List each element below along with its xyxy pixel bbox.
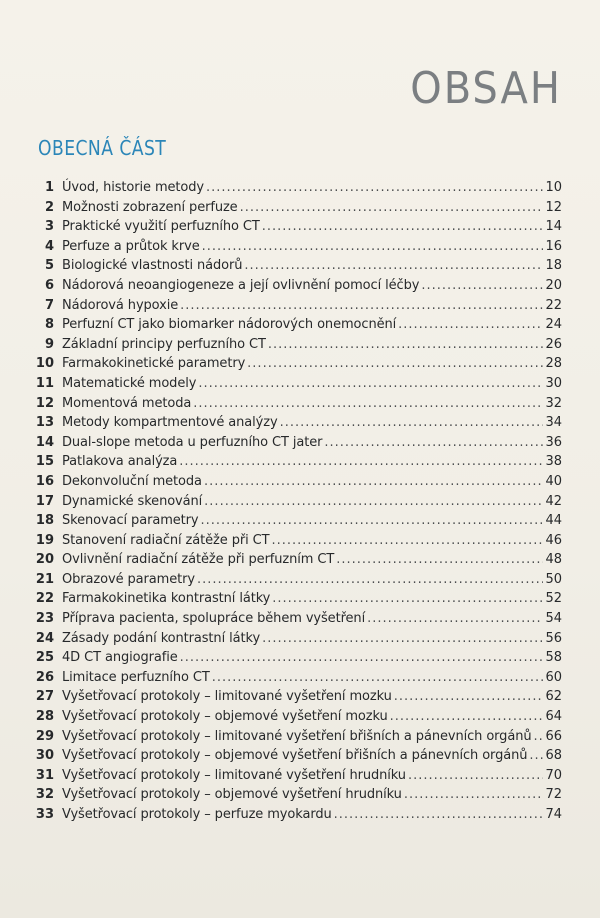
toc-entry-title: Vyšetřovací protokoly – objemové vyšetření břišních a pánevních orgánů: [62, 748, 528, 764]
dot-leader: [367, 609, 543, 629]
toc-entry-page: 12: [545, 199, 562, 215]
dot-leader: [204, 472, 544, 492]
toc-entry: [28, 805, 562, 825]
toc-entry-number: 24: [35, 630, 54, 646]
toc-entry-title: Obrazové parametry: [62, 571, 195, 587]
toc-entry: [28, 198, 562, 218]
toc-entry-number: 2: [44, 199, 54, 215]
toc-entry-page: 74: [545, 807, 562, 822]
toc-entry-number: 29: [35, 728, 54, 744]
toc-entry-page: 42: [545, 493, 562, 509]
dot-leader: [201, 511, 544, 531]
toc-entry-number: 25: [35, 650, 54, 666]
toc-entry-number: 5: [44, 258, 54, 274]
toc-entry-page: 10: [545, 180, 562, 195]
toc-entry-page: 22: [545, 297, 562, 313]
toc-entry-number: 32: [35, 787, 54, 803]
dot-leader: [204, 492, 543, 512]
toc-entry-title: Úvod, historie metody: [62, 180, 204, 195]
toc-entry-number: 13: [35, 415, 54, 431]
toc-entry-page: 16: [545, 238, 562, 254]
toc-entry-number: 20: [35, 552, 54, 568]
page-heading: OBSAH: [410, 64, 562, 114]
toc-entry: [28, 452, 562, 472]
toc-entry-page: 48: [545, 552, 562, 568]
toc-entry-page: 14: [545, 219, 562, 235]
dot-leader: [272, 589, 543, 609]
toc-entry: [28, 472, 562, 492]
dot-leader: [404, 785, 544, 805]
toc-entry: [28, 707, 562, 727]
toc-entry-title: Biologické vlastnosti nádorů: [62, 258, 243, 274]
toc-entry-number: 18: [35, 513, 54, 529]
toc-entry-title: Patlakova analýza: [62, 454, 178, 470]
toc-entry-title: Vyšetřovací protokoly – objemové vyšetření hrudníku: [62, 787, 402, 803]
toc-entry-title: Farmakokinetika kontrastní látky: [62, 591, 271, 607]
toc-entry-page: 28: [545, 356, 562, 372]
dot-leader: [240, 198, 544, 218]
toc-entry: [28, 609, 562, 629]
toc-entry: [28, 394, 562, 414]
toc-entry-title: Zásady podání kontrastní látky: [62, 630, 261, 646]
dot-leader: [180, 296, 543, 316]
toc-entry-page: 68: [545, 748, 562, 764]
toc-entry-page: 56: [545, 630, 562, 646]
toc-entry-page: 38: [545, 454, 562, 470]
toc-entry-number: 1: [44, 180, 54, 195]
dot-leader: [179, 452, 543, 472]
toc-entry-title: Dekonvoluční metoda: [62, 473, 202, 489]
dot-leader: [394, 687, 544, 707]
toc-entry: [28, 413, 562, 433]
toc-entry-page: 32: [545, 395, 562, 411]
dot-leader: [398, 315, 543, 335]
dot-leader: [280, 413, 544, 433]
toc-entry: [28, 550, 562, 570]
toc-entry-page: 60: [545, 669, 562, 685]
toc-entry-page: 52: [545, 591, 562, 607]
dot-leader: [212, 668, 544, 688]
toc-entry-title: Vyšetřovací protokoly – limitované vyšetření hrudníku: [62, 767, 406, 783]
toc-entry-title: Vyšetřovací protokoly – perfuze myokardu: [62, 807, 332, 822]
toc-entry-title: Stanovení radiační zátěže při CT: [62, 532, 270, 548]
toc-entry: [28, 335, 562, 355]
toc-entry-page: 36: [545, 434, 562, 450]
toc-entry-title: Skenovací parametry: [62, 513, 199, 529]
toc-entry: [28, 648, 562, 668]
toc-entry-title: Vyšetřovací protokoly – limitované vyšetření mozku: [62, 689, 392, 705]
toc-entry-number: 30: [35, 748, 54, 764]
toc-entry-title: Příprava pacienta, spolupráce během vyšetření: [62, 611, 366, 627]
toc-entry-title: Základní principy perfuzního CT: [62, 336, 266, 352]
toc-entry-page: 40: [545, 473, 562, 489]
toc-entry: [28, 570, 562, 590]
toc-entry: [28, 727, 562, 747]
toc-entry-number: 8: [44, 317, 54, 333]
dot-leader: [324, 433, 543, 453]
toc-entry-title: Dynamické skenování: [62, 493, 203, 509]
toc-entry-title: 4D CT angiografie: [62, 650, 178, 666]
toc-entry-title: Perfuzní CT jako biomarker nádorových onemocnění: [62, 317, 397, 333]
toc-entry: [28, 256, 562, 276]
toc-entry-page: 46: [545, 532, 562, 548]
toc-entry-number: 22: [35, 591, 54, 607]
toc-entry-title: Vyšetřovací protokoly – objemové vyšetření mozku: [62, 709, 388, 725]
toc-entry-number: 28: [35, 709, 54, 725]
toc-entry-page: 70: [545, 767, 562, 783]
toc-entry: [28, 511, 562, 531]
toc-entry-number: 27: [35, 689, 54, 705]
dot-leader: [529, 746, 543, 766]
toc-entry-number: 4: [44, 238, 54, 254]
toc-entry: [28, 766, 562, 786]
toc-entry-page: 54: [545, 611, 562, 627]
toc-entry: [28, 296, 562, 316]
toc-entry-number: 11: [35, 375, 54, 391]
toc-entry-title: Metody kompartmentové analýzy: [62, 415, 278, 431]
dot-leader: [202, 237, 544, 257]
toc-entry-title: Praktické využití perfuzního CT: [62, 219, 260, 235]
dot-leader: [244, 256, 543, 276]
table-of-contents: [28, 178, 562, 825]
toc-entry: [28, 492, 562, 512]
toc-entry-page: 50: [545, 571, 562, 587]
toc-entry-number: 31: [35, 767, 54, 783]
toc-entry: [28, 687, 562, 707]
toc-entry-title: Nádorová hypoxie: [62, 297, 179, 313]
dot-leader: [421, 276, 543, 296]
dot-leader: [408, 766, 544, 786]
toc-entry-title: Perfuze a průtok krve: [62, 238, 200, 254]
dot-leader: [206, 178, 543, 198]
dot-leader: [334, 805, 544, 825]
toc-entry-page: 18: [545, 258, 562, 274]
toc-entry-number: 15: [35, 454, 54, 470]
dot-leader: [193, 394, 543, 414]
dot-leader: [262, 629, 543, 649]
dot-leader: [390, 707, 544, 727]
dot-leader: [262, 217, 544, 237]
toc-entry-number: 16: [35, 473, 54, 489]
toc-entry-number: 10: [35, 356, 54, 372]
toc-entry-number: 17: [35, 493, 54, 509]
toc-entry-number: 3: [44, 219, 54, 235]
dot-leader: [336, 550, 543, 570]
toc-entry-number: 9: [44, 336, 54, 352]
toc-entry-page: 44: [545, 513, 562, 529]
toc-entry-number: 21: [35, 571, 54, 587]
toc-entry: [28, 785, 562, 805]
toc-entry: [28, 178, 562, 198]
toc-entry: [28, 315, 562, 335]
toc-entry-title: Ovlivnění radiační zátěže při perfuzním CT: [62, 552, 335, 568]
toc-entry-page: 66: [545, 728, 562, 744]
toc-entry: [28, 589, 562, 609]
toc-entry-page: 26: [545, 336, 562, 352]
toc-entry-title: Dual-slope metoda u perfuzního CT jater: [62, 434, 323, 450]
toc-entry-title: Nádorová neoangiogeneze a její ovlivnění pomocí léčby: [62, 277, 420, 293]
toc-entry-number: 12: [35, 395, 54, 411]
toc-entry-number: 33: [35, 807, 54, 822]
toc-entry: [28, 354, 562, 374]
section-title: OBECNÁ ČÁST: [38, 136, 167, 160]
toc-entry: [28, 217, 562, 237]
toc-entry: [28, 276, 562, 296]
toc-entry-number: 14: [35, 434, 54, 450]
toc-entry-number: 7: [44, 297, 54, 313]
toc-entry: [28, 629, 562, 649]
toc-entry-page: 58: [545, 650, 562, 666]
toc-entry-title: Možnosti zobrazení perfuze: [62, 199, 238, 215]
toc-entry-title: Matematické modely: [62, 375, 197, 391]
dot-leader: [197, 570, 544, 590]
dot-leader: [268, 335, 544, 355]
toc-entry: [28, 531, 562, 551]
toc-entry-number: 6: [44, 277, 54, 293]
toc-entry-title: Farmakokinetické parametry: [62, 356, 246, 372]
dot-leader: [271, 531, 543, 551]
toc-entry-number: 23: [35, 611, 54, 627]
dot-leader: [533, 727, 543, 747]
toc-entry-page: 24: [545, 317, 562, 333]
toc-entry: [28, 237, 562, 257]
dot-leader: [180, 648, 544, 668]
toc-entry-page: 34: [545, 415, 562, 431]
toc-entry-page: 72: [545, 787, 562, 803]
toc-entry-page: 30: [545, 375, 562, 391]
toc-entry-page: 20: [545, 277, 562, 293]
toc-entry-number: 19: [35, 532, 54, 548]
dot-leader: [198, 374, 543, 394]
toc-entry: [28, 668, 562, 688]
toc-entry-title: Vyšetřovací protokoly – limitované vyšetření břišních a pánevních orgánů: [62, 728, 532, 744]
toc-entry-title: Momentová metoda: [62, 395, 192, 411]
toc-entry: [28, 433, 562, 453]
toc-entry: [28, 746, 562, 766]
toc-entry-number: 26: [35, 669, 54, 685]
toc-entry: [28, 374, 562, 394]
toc-entry-page: 64: [545, 709, 562, 725]
toc-entry-title: Limitace perfuzního CT: [62, 669, 210, 685]
dot-leader: [247, 354, 543, 374]
toc-entry-page: 62: [545, 689, 562, 705]
